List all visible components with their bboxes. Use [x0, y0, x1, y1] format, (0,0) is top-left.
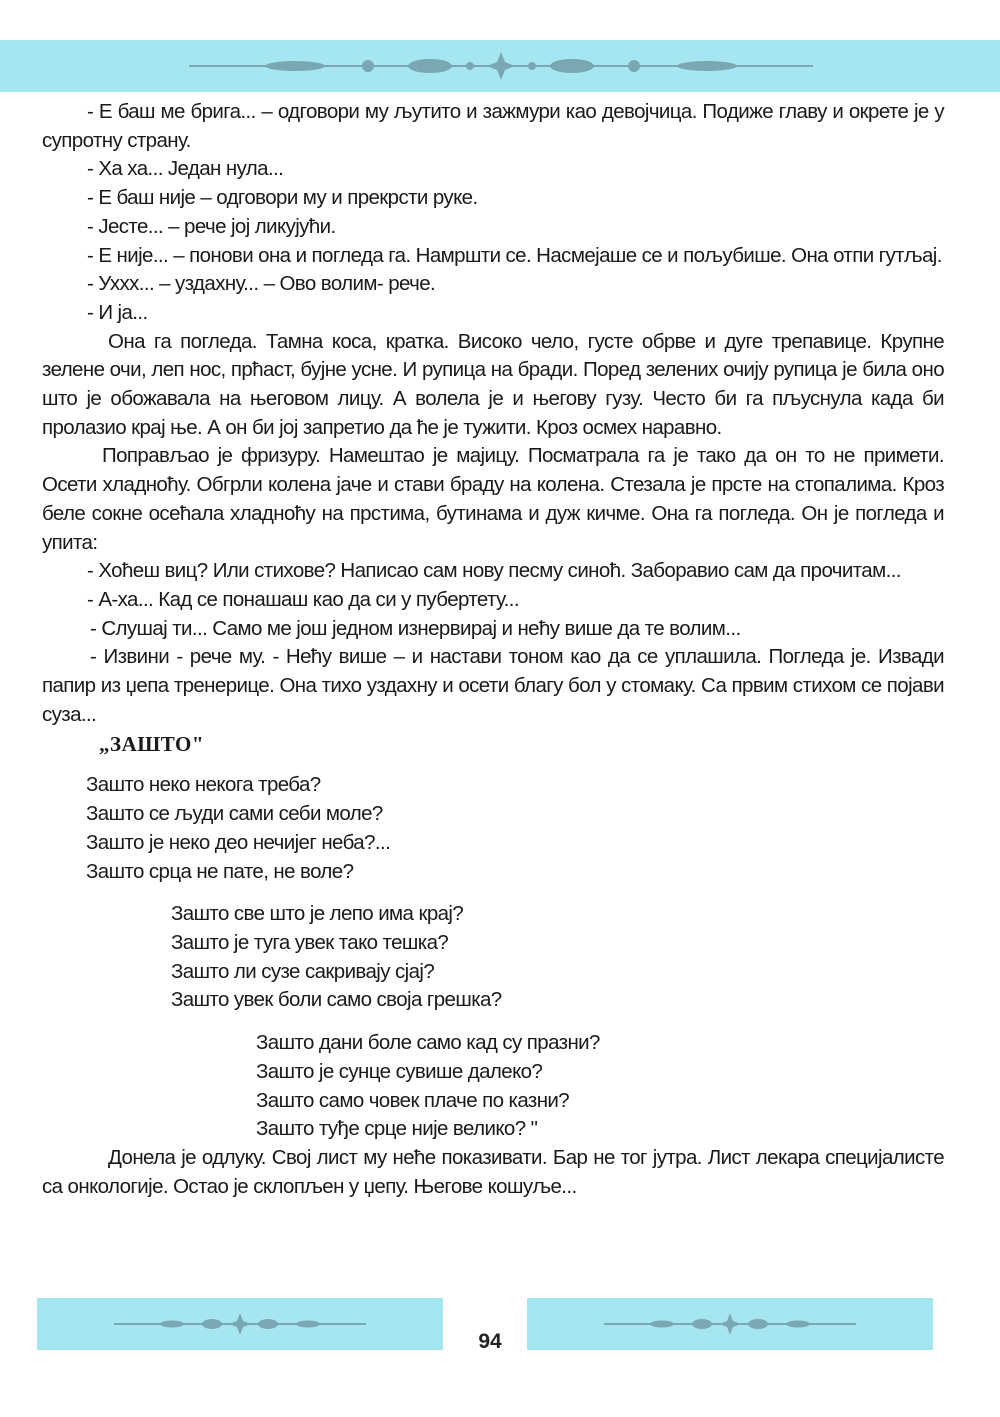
page-number: 94	[478, 1330, 502, 1353]
dialogue-line: - Хоћеш виц? Или стихове? Написао сам нову песму синоћ. Заборавио сам да прочитам...	[87, 559, 901, 583]
flourish-ornament-icon	[112, 1310, 368, 1338]
poem-line: Зашто је неко део нечијег неба?...	[86, 830, 391, 854]
dialogue-line: - Е баш није – одговори му и прекрсти руке.	[87, 186, 478, 210]
footer-band-left	[37, 1298, 443, 1350]
dialogue-line: - Слушај ти... Само ме још једном изнервирај и нећу више да те волим...	[90, 616, 741, 640]
poem-line: Зашто срца не пате, не воле?	[86, 859, 354, 883]
poem-line: Зашто туђе срце није велико? "	[256, 1117, 538, 1141]
poem-line: Зашто све што је лепо има крај?	[171, 902, 464, 926]
dialogue-line: - А-ха... Кад се понашаш као да си у пубертету...	[87, 587, 519, 611]
poem-line: Зашто се људи сами себи моле?	[86, 802, 383, 826]
poem-line: Зашто само човек плаче по казни?	[256, 1088, 570, 1112]
poem-stanza	[42, 1029, 944, 1144]
poem-line: Зашто увек боли само своја грешка?	[171, 988, 502, 1012]
poem-line: Зашто дани боле само кад су празни?	[256, 1031, 600, 1055]
dialogue-line: - Е није... – понови она и погледа га. Намршти се. Насмејаше се и пољубише. Она отпи гутљај.	[87, 243, 942, 267]
poem-stanza	[42, 900, 944, 1015]
poem-stanza	[42, 771, 944, 886]
poem-line: Зашто је сунце сувише далеко?	[256, 1059, 543, 1083]
dialogue-line: - Ха ха... Један нула...	[87, 157, 284, 181]
poem-line: Зашто неко некога треба?	[86, 773, 321, 797]
narrative-paragraph: Поправљао је фризуру. Намештао је мајицу. Посматрала га је тако да он то не примети. Осети хладноћу. Обгрли колена јаче и стави браду на колена. Стезала је прсте на стопалима. Кроз беле сокне осећала хладноћу на прстима, бутинама и дуж кичме. Она га погледа. Он је погледа и упита:	[42, 444, 944, 554]
closing-paragraph: Донела је одлуку. Свој лист му неће показивати. Бар не тог јутра. Лист лекара специјалисте са онкологије. Остао је склопљен у џепу. Његове кошуље...	[42, 1145, 944, 1198]
footer-band-right	[527, 1298, 933, 1350]
dialogue-line: - И ја...	[87, 300, 148, 324]
dialogue-line: - Јесте... – рече јој ликујући.	[87, 214, 336, 238]
poem-line: Зашто ли сузе сакривају сјај?	[171, 959, 435, 983]
poem-title: „ЗАШТО"	[99, 732, 205, 757]
dialogue-line: - Е баш ме брига... – одговори му љутито и зажмури као девојчица. Подиже главу и окрете је у супротну страну.	[42, 100, 944, 152]
flourish-ornament-icon	[185, 48, 817, 84]
dialogue-line: - Ухxx... – уздахну... – Ово волим- рече.	[87, 272, 436, 296]
poem-line: Зашто је туга увек тако тешка?	[171, 930, 449, 954]
flourish-ornament-icon	[602, 1310, 858, 1338]
narrative-paragraph: Она га погледа. Тамна коса, кратка. Високо чело, густе обрве и дуге трепавице. Крупне зелене очи, леп нос, прћаст, бујне усне. И рупица на бради. Поред зелених очију рупица је била оно што је обожавала на његовом лицу. А волела је и његову гузу. Често би га пљуснула када би пролазио крај ње. А он би јој запретио да ће је тужити. Кроз осмех наравно.	[42, 329, 944, 439]
dialogue-line: - Извини - рече му. - Нећу више – и настави тоном као да се уплашила. Погледа је. Извади папир из џепа тренерице. Она тихо уздахну и осети благу бол у стомаку. Са првим стихом се појави суза...	[42, 645, 944, 726]
page-text	[42, 98, 944, 1201]
header-band	[0, 40, 1000, 92]
